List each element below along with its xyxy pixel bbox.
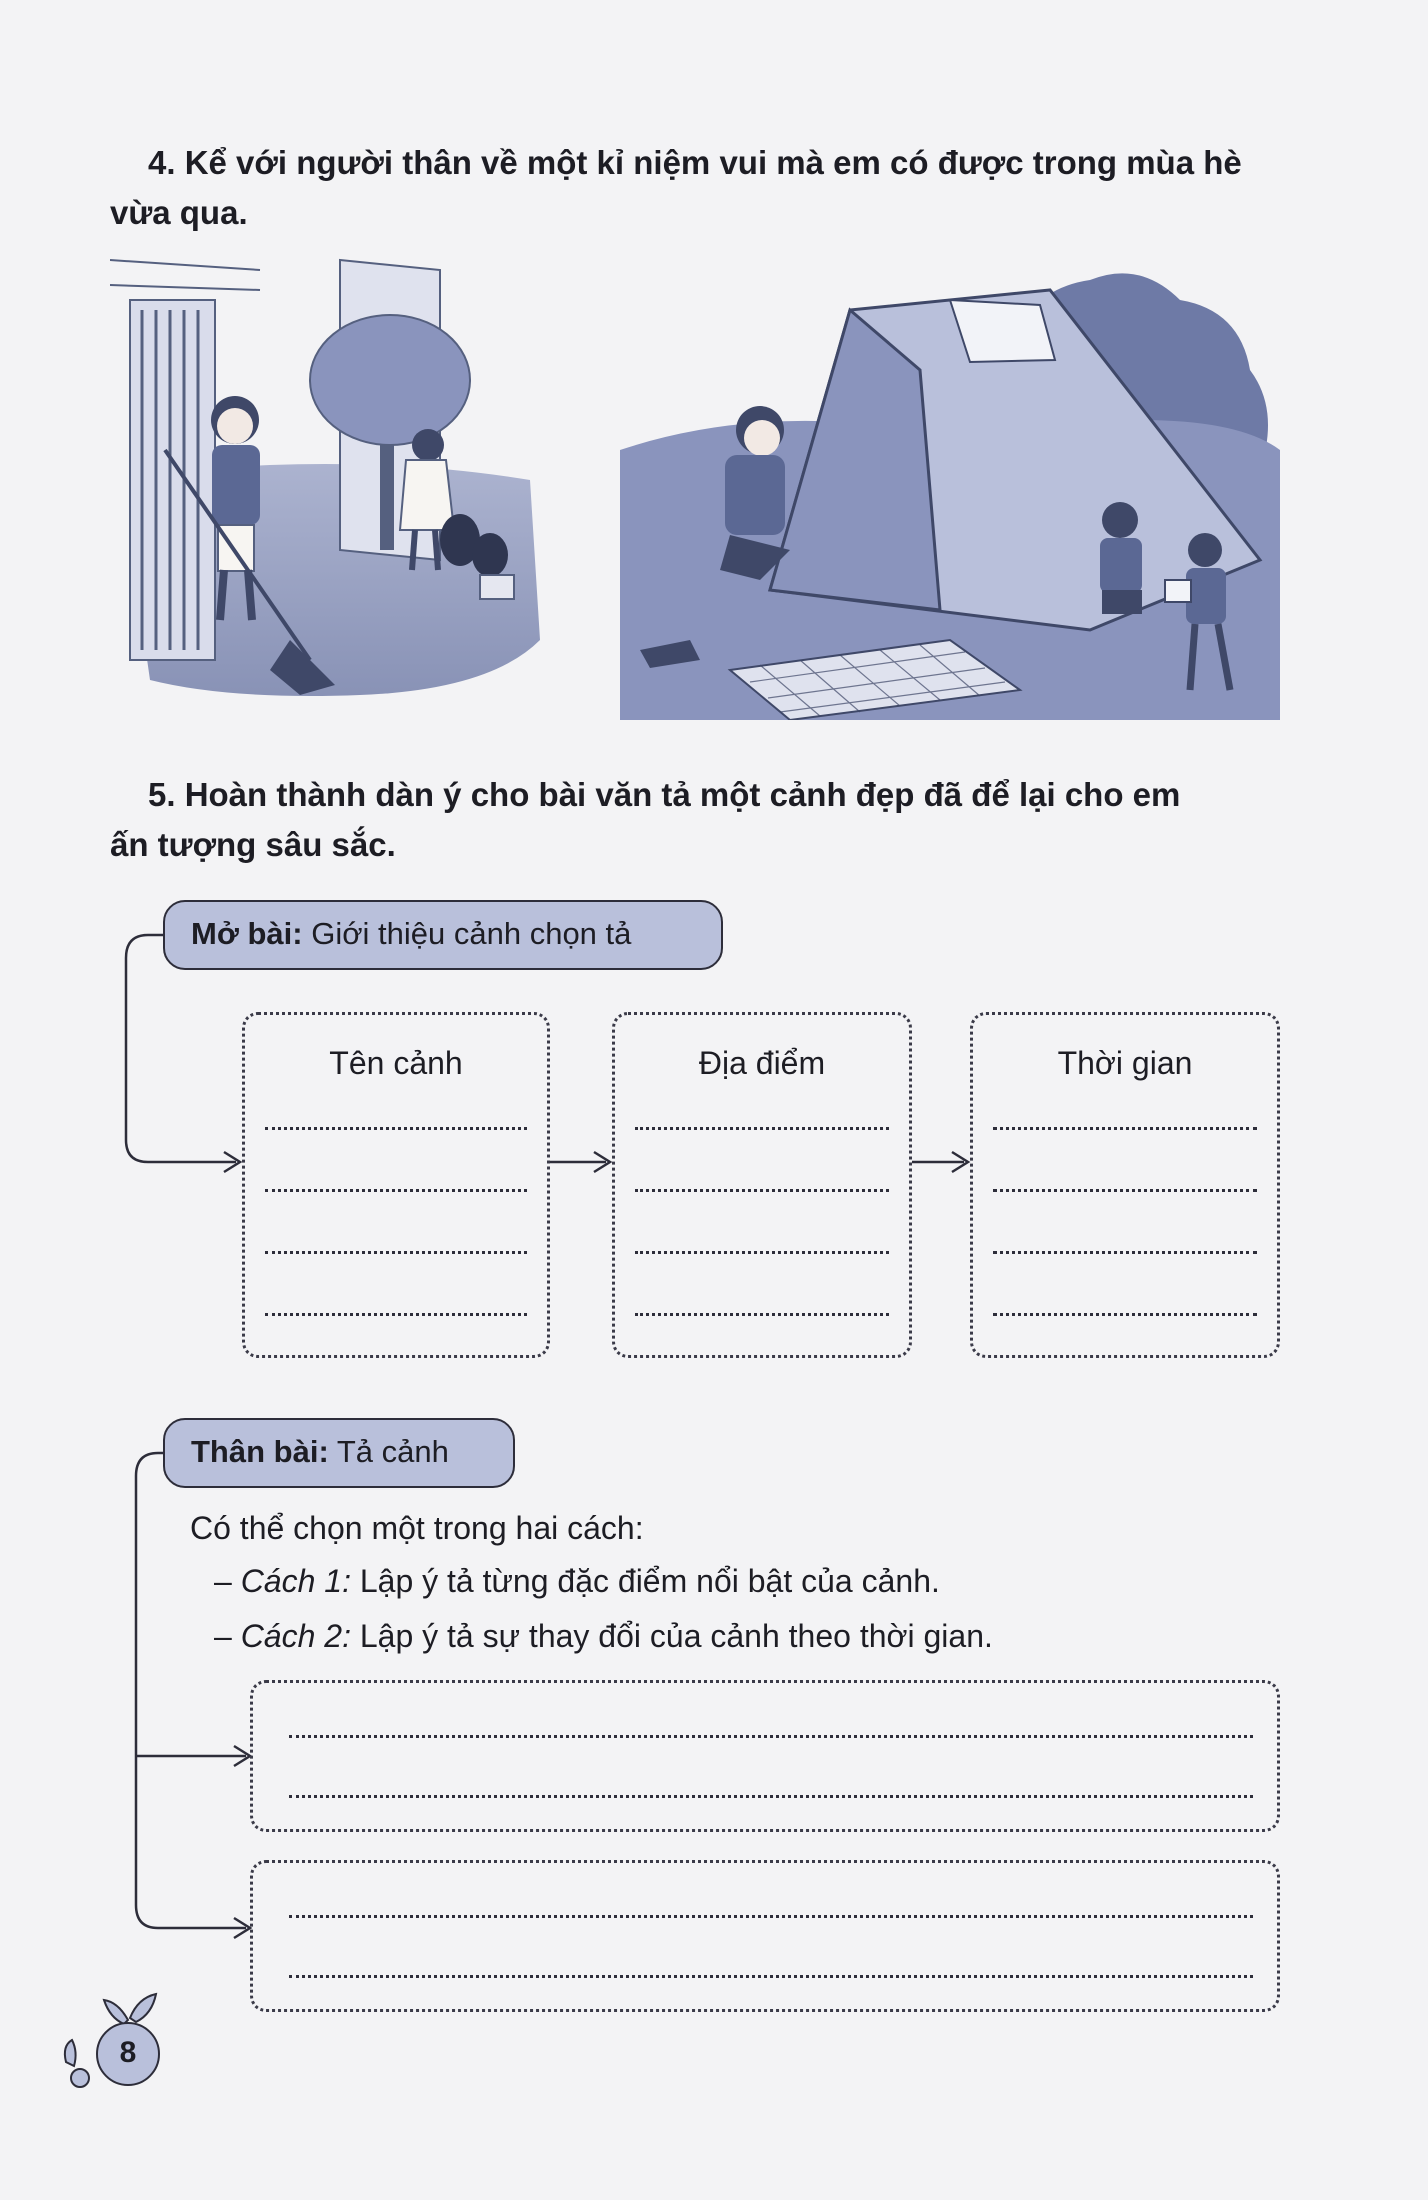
dia-diem-heading: Địa điểm — [698, 1045, 826, 1081]
exercise-5-title-line2: ấn tượng sâu sắc. — [110, 826, 396, 863]
answer-line[interactable] — [265, 1313, 527, 1316]
than-bai-label — [163, 1418, 515, 1488]
method-1-text: Lập ý tả từng đặc điểm nổi bật của cảnh. — [350, 1563, 940, 1599]
answer-line[interactable] — [993, 1189, 1257, 1192]
answer-line[interactable] — [265, 1127, 527, 1130]
answer-line[interactable] — [635, 1189, 889, 1192]
method-2 — [214, 1610, 993, 1662]
method-1-name: Cách 1: — [240, 1563, 351, 1599]
answer-line[interactable] — [635, 1127, 889, 1130]
illustration-camping-tent — [620, 250, 1280, 720]
arrow-icon — [234, 1918, 250, 1938]
ten-canh-heading: Tên cảnh — [329, 1045, 463, 1081]
method-2-dash: – — [214, 1618, 241, 1654]
mo-bai-label — [163, 900, 723, 970]
answer-line[interactable] — [265, 1251, 527, 1254]
answer-line[interactable] — [289, 1735, 1253, 1738]
than-bai-intro: Có thể chọn một trong hai cách: — [190, 1510, 644, 1546]
answer-line[interactable] — [993, 1127, 1257, 1130]
arrow-icon — [224, 1152, 240, 1172]
exercise-4-title-line1: 4. Kể với người thân về một kỉ niệm vui mà em có được trong mùa hè — [148, 144, 1242, 181]
ten-canh-box — [242, 1012, 550, 1358]
method-2-name: Cách 2: — [240, 1618, 351, 1654]
answer-line[interactable] — [993, 1251, 1257, 1254]
than-bai-answer-box-2 — [250, 1860, 1280, 2012]
exercise-5-title-line1: 5. Hoàn thành dàn ý cho bài văn tả một cảnh đẹp đã để lại cho em — [148, 776, 1181, 813]
arrow-icon — [234, 1746, 250, 1766]
method-2-text: Lập ý tả sự thay đổi của cảnh theo thời gian. — [350, 1618, 993, 1654]
than-bai-label-text: Tả cảnh — [328, 1434, 449, 1469]
arrow-icon — [594, 1152, 610, 1172]
than-bai-answer-box-1 — [250, 1680, 1280, 1832]
exercise-5-title — [110, 770, 1310, 870]
answer-line[interactable] — [289, 1915, 1253, 1918]
method-1 — [214, 1555, 940, 1607]
method-1-dash: – — [214, 1563, 241, 1599]
mo-bai-label-text: Giới thiệu cảnh chọn tả — [302, 916, 632, 951]
answer-line[interactable] — [289, 1975, 1253, 1978]
exercise-4-title — [110, 138, 1310, 238]
answer-line[interactable] — [635, 1313, 889, 1316]
thoi-gian-heading: Thời gian — [1057, 1045, 1193, 1081]
answer-line[interactable] — [635, 1251, 889, 1254]
thoi-gian-box — [970, 1012, 1280, 1358]
answer-line[interactable] — [265, 1189, 527, 1192]
illustration-sweeping-street — [110, 240, 540, 710]
answer-line[interactable] — [993, 1313, 1257, 1316]
exercise-4-title-line2: vừa qua. — [110, 194, 248, 231]
mo-bai-label-bold: Mở bài: — [191, 916, 303, 951]
arrow-icon — [952, 1152, 968, 1172]
page-number: 8 — [96, 2022, 160, 2086]
than-bai-label-bold: Thân bài: — [191, 1434, 329, 1469]
dia-diem-box — [612, 1012, 912, 1358]
answer-line[interactable] — [289, 1795, 1253, 1798]
